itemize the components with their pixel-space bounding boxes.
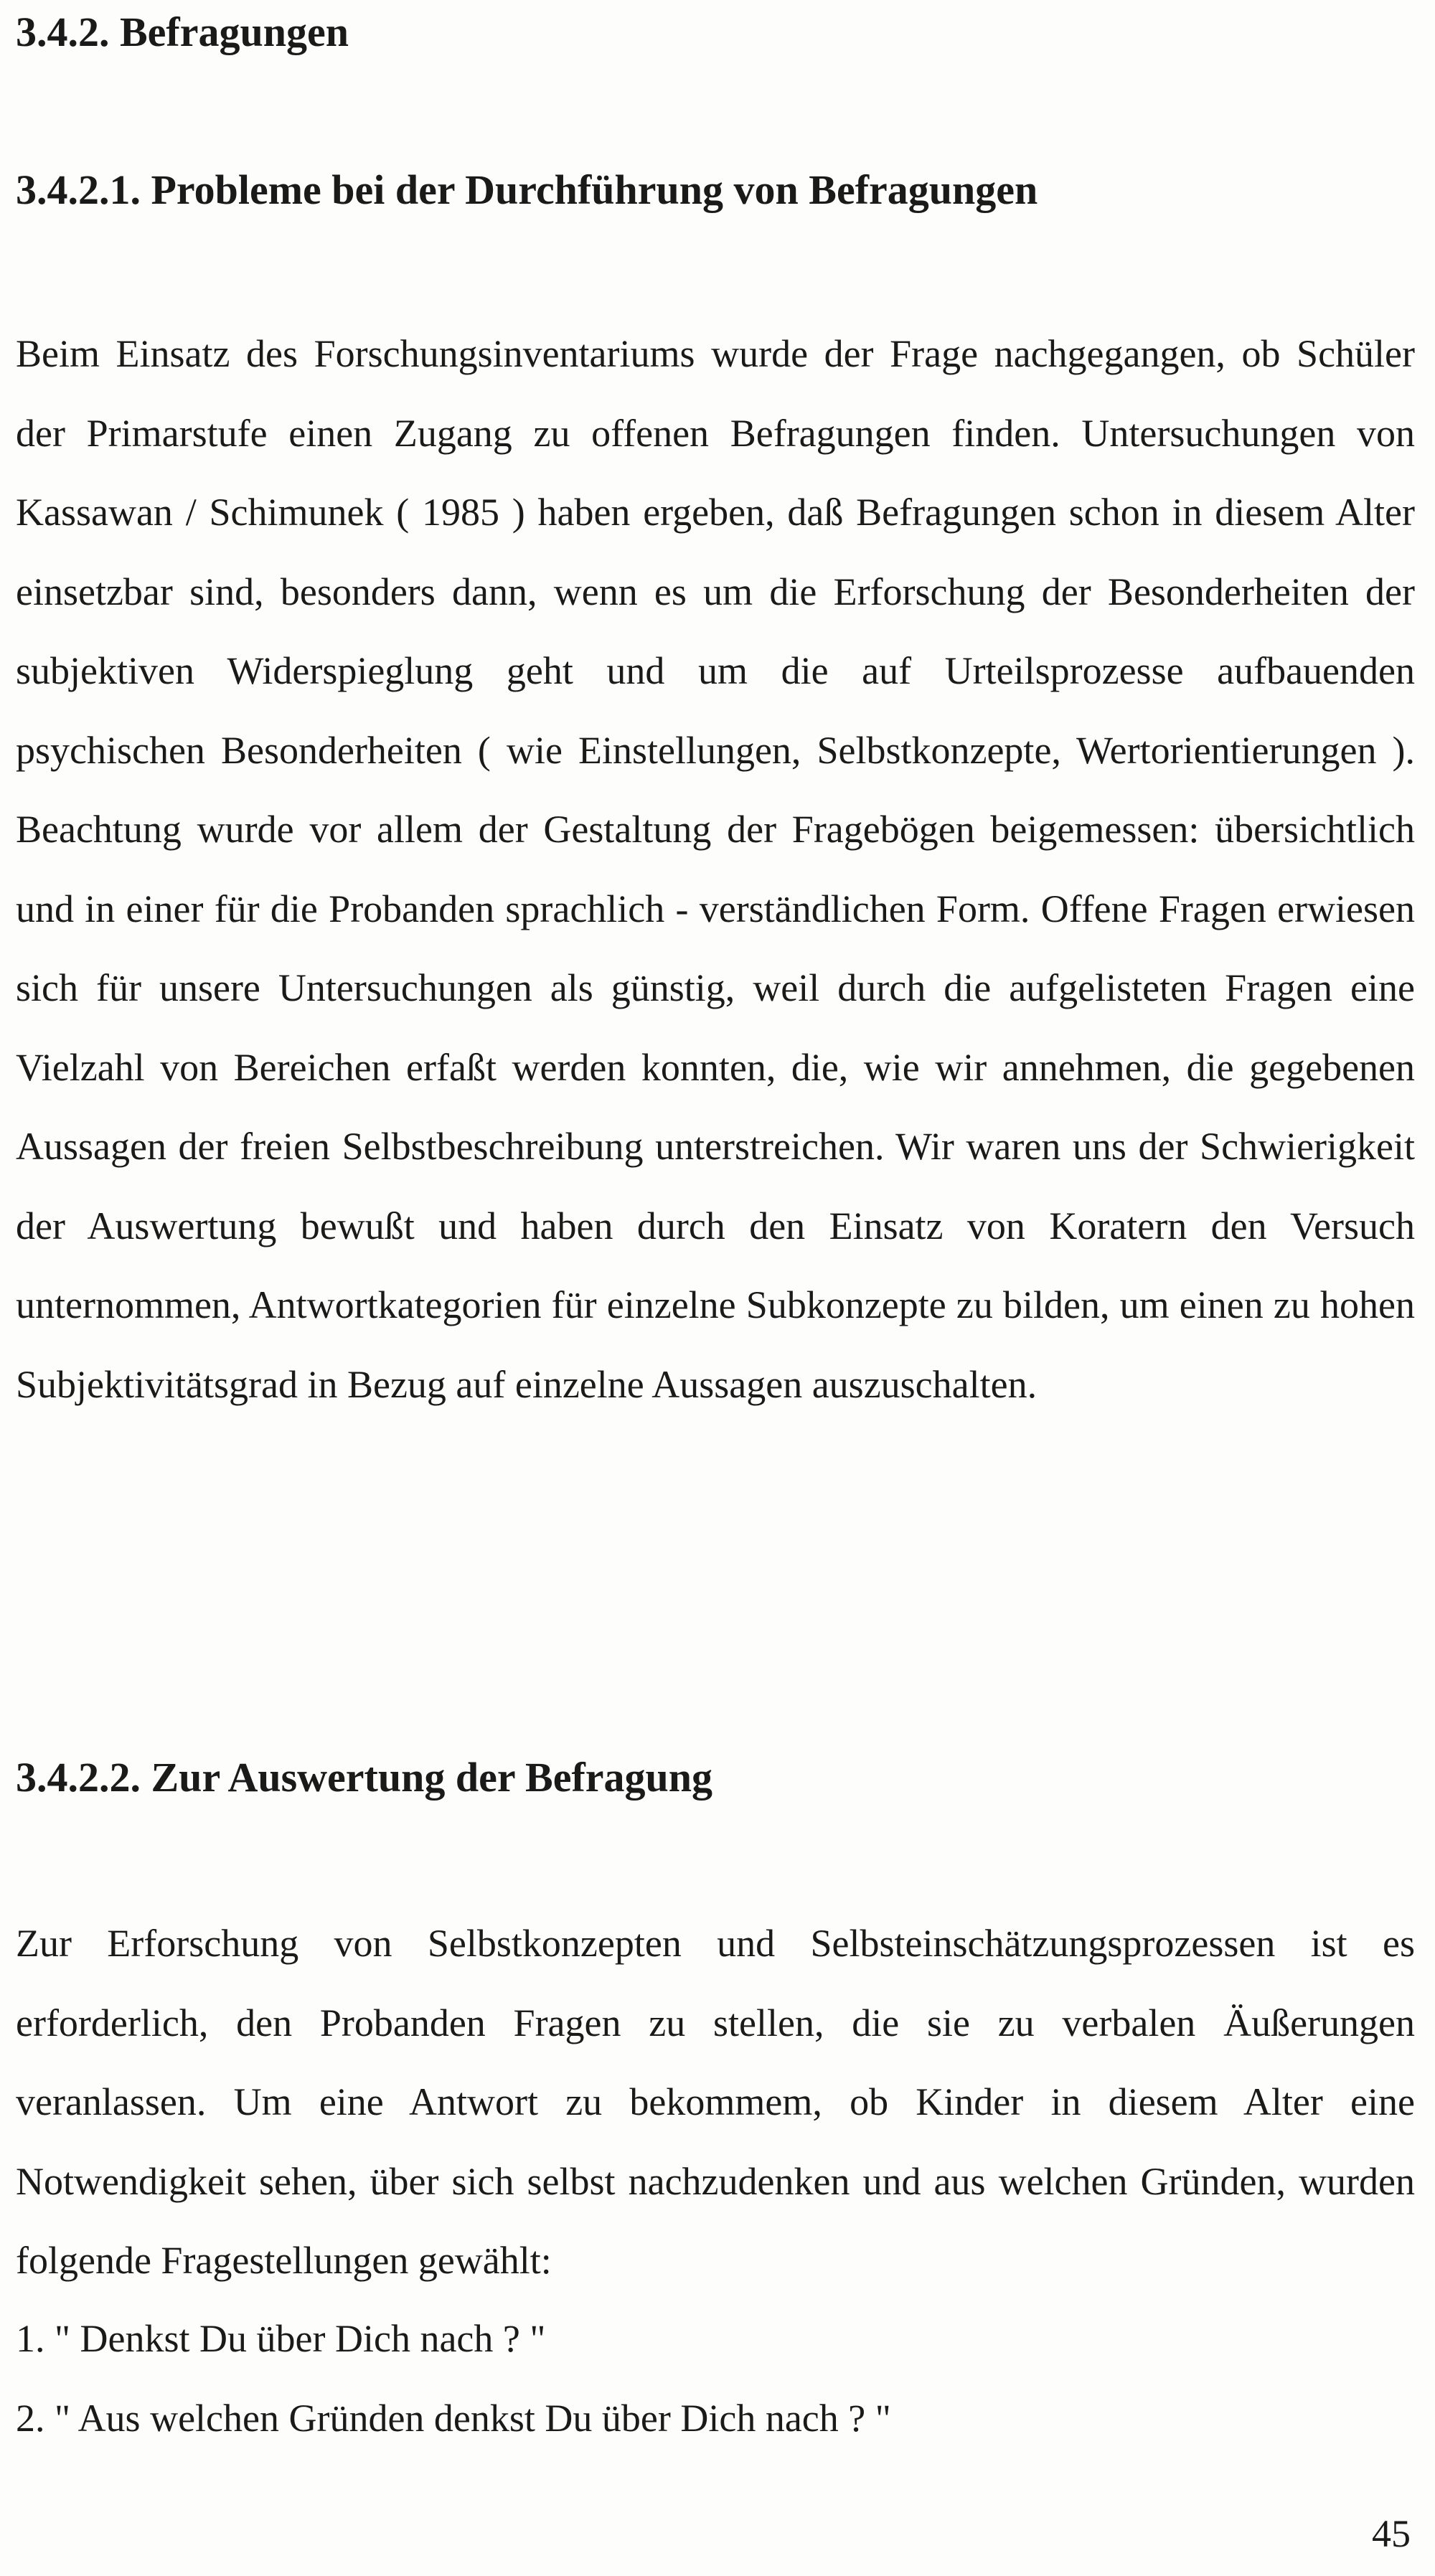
subsection-heading-2: 3.4.2.2. Zur Auswertung der Befragung	[16, 1754, 713, 1801]
question-item-1: 1. " Denkst Du über Dich nach ? "	[16, 2317, 546, 2360]
section-heading: 3.4.2. Befragungen	[16, 9, 349, 55]
body-paragraph-1: Beim Einsatz des Forschungsinventariums wurde der Frage nachgegangen, ob Schüler der Primarstufe einen Zugang zu offenen Befragungen finden. Untersuchungen von Kassawan / Schimunek ( 1985 ) haben ergeben, daß Befragungen schon in diesem Alter einsetzbar sind, besonders dann, wenn es um die Erforschung der Besonderheiten der subjektiven Widerspieglung geht und um die auf Urteilsprozesse aufbauenden psychischen Besonderheiten ( wie Einstellungen, Selbstkonzepte, Wertorientierungen ). Beachtung wurde vor allem der Gestaltung der Fragebögen beigemessen: übersichtlich und in einer für die Probanden sprachlich - verständlichen Form. Offene Fragen erwiesen sich für unsere Untersuchungen als günstig, weil durch die aufgelisteten Fragen eine Vielzahl von Bereichen erfaßt werden konnten, die, wie wir annehmen, die gegebenen Aussagen der freien Selbstbeschreibung unterstreichen. Wir waren uns der Schwierigkeit der Auswertung bewußt und haben durch den Einsatz von Koratern den Versuch unternommen, Antwortkategorien für einzelne Subkonzepte zu bilden, um einen zu hohen Subjektivitätsgrad in Bezug auf einzelne Aussagen auszuschalten.	[16, 332, 1415, 1406]
subsection-heading-1: 3.4.2.1. Probleme bei der Durchführung von Befragungen	[16, 166, 1038, 213]
question-item-2: 2. " Aus welchen Gründen denkst Du über Dich nach ? "	[16, 2397, 891, 2440]
body-paragraph-2: Zur Erforschung von Selbstkonzepten und Selbsteinschätzungsprozessen ist es erforderlich, den Probanden Fragen zu stellen, die sie zu verbalen Äußerungen veranlassen. Um eine Antwort zu bekommem, ob Kinder in diesem Alter eine Notwendigkeit sehen, über sich selbst nachzudenken und aus welchen Gründen, wurden folgende Fragestellungen gewählt:	[16, 1922, 1415, 2282]
page-number: 45	[1372, 2512, 1411, 2555]
